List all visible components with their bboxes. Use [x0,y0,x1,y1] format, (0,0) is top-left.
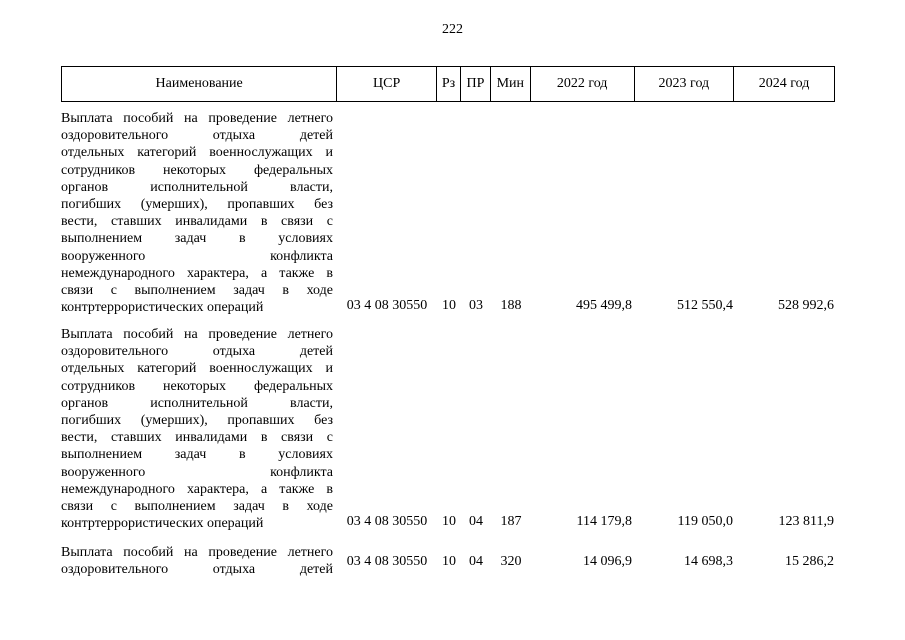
name-line: немеждународного характера, а также в [61,265,333,281]
row-values [61,554,835,572]
name-line: органов исполнительной власти, [61,179,333,195]
value-2022: 14 096,9 [583,554,632,569]
name-line: Выплата пособий на проведение летнего [61,545,333,560]
name-line: оздоровительного отдыха детей [61,128,333,144]
value-2024: 123 811,9 [778,514,834,529]
page-number: 222 [442,22,463,37]
name-line: связи с выполнением задач в ходе [61,499,333,515]
table-row [61,110,835,316]
name-line: оздоровительного отдыха детей [61,562,333,578]
name-line: выполнением задач в условиях [61,447,333,463]
row-values [61,514,835,532]
header-2024: 2024 год [758,76,810,91]
pr-value: 04 [469,554,483,569]
header-min: Мин [491,67,531,101]
value-2023: 119 050,0 [677,514,733,529]
name-line: погибших (умерших), пропавших без [61,197,333,213]
value-2024: 15 286,2 [785,554,834,569]
name-line: выполнением задач в условиях [61,231,333,247]
name-line: отдельных категорий военнослужащих и [61,361,333,377]
name-line: контртеррористических операций [61,300,264,316]
value-2024: 528 992,6 [778,298,834,313]
csr-value: 03 4 08 30550 [346,514,428,529]
name-line: связи с выполнением задач в ходе [61,283,333,299]
header-pr: ПР [461,67,491,101]
min-value: 320 [500,554,522,569]
table-header [61,66,835,102]
value-2022: 495 499,8 [576,298,632,313]
header-2023: 2023 год [635,67,735,101]
name-line: контртеррористических операций [61,516,264,532]
header-name: Наименование [62,67,337,101]
value-2022: 114 179,8 [576,514,632,529]
value-2023: 14 698,3 [684,554,733,569]
rz-value: 10 [442,514,456,529]
name-line: Выплата пособий на проведение летнего [61,111,333,126]
table-row [61,326,835,532]
name-line: вооруженного конфликта [61,248,333,264]
pr-value: 03 [469,298,483,313]
name-line: немеждународного характера, а также в [61,481,333,497]
name-line: органов исполнительной власти, [61,395,333,411]
name-line: Выплата пособий на проведение летнего [61,327,333,342]
name-line: вести, ставших инвалидами в связи с [61,430,333,446]
name-line: сотрудников некоторых федеральных [61,162,333,178]
rz-value: 10 [442,554,456,569]
name-line: отдельных категорий военнослужащих и [61,145,333,161]
name-line: погибших (умерших), пропавших без [61,413,333,429]
row-values [61,298,835,316]
name-line: сотрудников некоторых федеральных [61,378,333,394]
header-2022: 2022 год [531,67,635,101]
value-2023: 512 550,4 [677,298,733,313]
min-value: 187 [500,514,522,529]
header-rz: Рз [437,67,461,101]
row-name [61,110,333,316]
csr-value: 03 4 08 30550 [346,554,428,569]
row-name [61,326,333,532]
csr-value: 03 4 08 30550 [346,298,428,313]
name-line: вести, ставших инвалидами в связи с [61,214,333,230]
header-csr: ЦСР [337,67,437,101]
table-row [61,544,835,578]
min-value: 188 [500,298,522,313]
pr-value: 04 [469,514,483,529]
name-line: оздоровительного отдыха детей [61,344,333,360]
rz-value: 10 [442,298,456,313]
name-line: вооруженного конфликта [61,464,333,480]
